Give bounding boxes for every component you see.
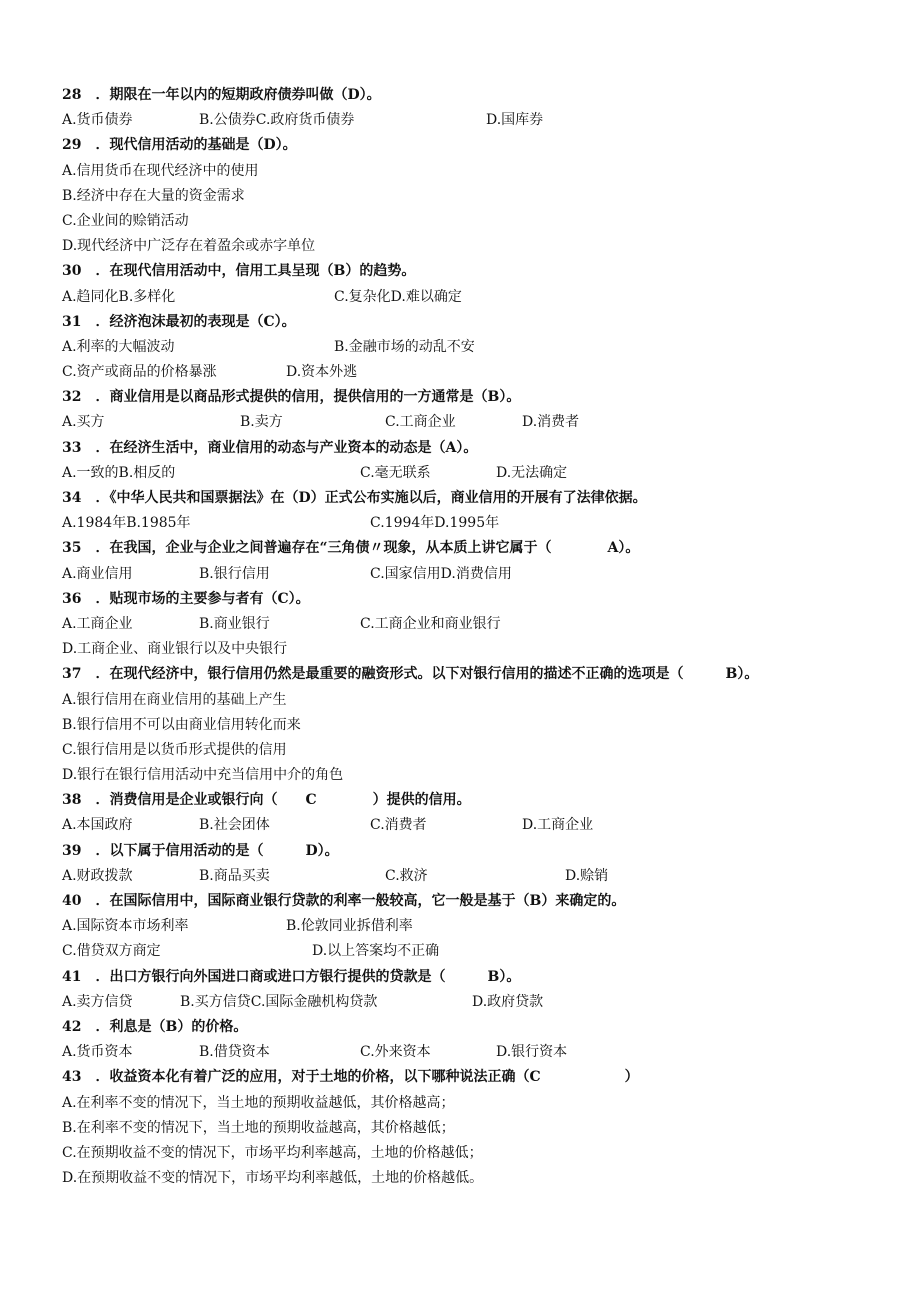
question-stem: 42 ．利息是（B）的价格。 [62,1018,248,1035]
option-text: A.商业信用 [62,565,133,582]
option-row [62,108,862,133]
option-text: B.经济中存在大量的资金需求 [62,187,245,204]
question-stem: 31 ．经济泡沫最初的表现是（C）。 [62,313,296,330]
option-row [62,864,862,889]
option-row [62,688,862,713]
option-text: B.借贷资本 [199,1044,270,1061]
option-row [62,713,862,738]
option-row [62,1116,862,1141]
option-text: B.伦敦同业拆借利率 [286,918,413,935]
question-stem: 28 ．期限在一年以内的短期政府债券叫做（D）。 [62,87,381,103]
option-row [62,285,862,310]
option-text: C.国家信用D.消费信用 [370,565,512,582]
option-text: D.无法确定 [496,464,568,481]
option-row [62,1166,862,1191]
option-text: B.买方信贷C.国际金融机构贷款 [180,993,378,1010]
option-text: B.在利率不变的情况下，当土地的预期收益越高，其价格越低； [62,1119,455,1136]
option-text: A.一致的B.相反的 [62,464,176,481]
option-text: A.买方 [62,414,105,431]
option-text: C.借贷双方商定 [62,943,161,960]
option-row [62,763,862,788]
option-text: C.银行信用是以货币形式提供的信用 [62,741,287,758]
question-stem: 40 ．在国际信用中，国际商业银行贷款的利率一般较高，它一般是基于（B）来确定的。 [62,893,626,909]
option-row [62,562,862,587]
option-text: C.复杂化D.难以确定 [334,288,462,305]
option-text: A.趋同化B.多样化 [62,288,176,305]
option-text: B.商品买卖 [199,867,270,884]
option-row [62,1141,862,1166]
question-stem: 30 ．在现代信用活动中，信用工具呈现（B）的趋势。 [62,263,416,280]
option-row [62,209,862,234]
option-row [62,990,862,1015]
exam-page [62,83,862,1191]
option-text: A.1984年B.1985年 [62,515,191,532]
option-row [62,1040,862,1065]
option-text: C.资产或商品的价格暴涨 [62,364,217,381]
option-text: D.消费者 [522,414,580,431]
option-text: C.企业间的赊销活动 [62,212,189,229]
question-stem: 29 ．现代信用活动的基础是（D）。 [62,137,297,154]
option-text: A.本国政府 [62,817,133,834]
question-stem: 37 ．在现代经济中，银行信用仍然是最重要的融资形式。以下对银行信用的描述不正确的选项是（ B）。 [62,666,759,683]
option-text: A.信用货币在现代经济中的使用 [62,162,259,179]
question-stem: 41 ．出口方银行向外国进口商或进口方银行提供的贷款是（ B）。 [62,968,521,985]
option-text: B.银行信用不可以由商业信用转化而来 [62,716,301,733]
option-row [62,234,862,259]
option-row [62,738,862,763]
option-row [62,335,862,360]
option-text: D.工商企业、商业银行以及中央银行 [62,641,288,658]
option-row [62,637,862,662]
option-row [62,461,862,486]
option-text: D.在预期收益不变的情况下，市场平均利率越低，土地的价格越低。 [62,1170,484,1187]
option-text: C.1994年D.1995年 [370,515,500,532]
option-text: A.货币资本 [62,1044,133,1061]
option-row [62,813,862,838]
option-text: B.银行信用 [199,565,270,582]
option-row [62,612,862,637]
option-text: D.银行在银行信用活动中充当信用中介的角色 [62,767,344,784]
question-stem: 32 ．商业信用是以商品形式提供的信用，提供信用的一方通常是（B）。 [62,389,521,406]
option-text: B.公债券C.政府货币债券 [199,112,355,129]
option-text: B.卖方 [240,414,283,431]
option-row [62,511,862,536]
option-row [62,939,862,964]
option-text: A.工商企业 [62,615,133,632]
option-text: C.工商企业和商业银行 [360,615,501,632]
question-stem: 35 ．在我国，企业与企业之间普遍存在“三角债〃现象，从本质上讲它属于（ A）。 [62,540,640,557]
option-text: A.银行信用在商业信用的基础上产生 [62,691,287,708]
question-stem: 34 ．《中华人民共和国票据法》在（D）正式公布实施以后，商业信用的开展有了法律依据。 [62,490,647,506]
option-text: D.政府贷款 [472,993,544,1010]
option-text: D.以上答案均不正确 [312,943,440,960]
option-text: C.在预期收益不变的情况下，市场平均利率越高，土地的价格越低； [62,1144,483,1161]
question-stem: 43 ．收益资本化有着广泛的应用，对于土地的价格，以下哪种说法正确（C ） [62,1069,639,1086]
option-text: A.国际资本市场利率 [62,918,189,935]
option-row [62,1091,862,1116]
option-text: D.资本外逃 [286,364,358,381]
option-text: D.工商企业 [522,817,594,834]
option-row [62,914,862,939]
option-text: D.国库券 [486,112,544,129]
option-row [62,410,862,435]
question-stem: 38 ．消费信用是企业或银行向（ C ）提供的信用。 [62,792,471,809]
option-text: C.救济 [385,867,428,884]
option-text: B.金融市场的动乱不安 [334,338,475,355]
option-row [62,159,862,184]
option-text: D.现代经济中广泛存在着盈余或赤字单位 [62,238,316,255]
option-text: C.毫无联系 [360,464,431,481]
option-text: A.财政拨款 [62,867,133,884]
option-text: C.外来资本 [360,1044,431,1061]
option-row [62,184,862,209]
option-row [62,360,862,385]
option-text: B.社会团体 [199,817,270,834]
option-text: A.卖方信贷 [62,993,133,1010]
option-text: B.商业银行 [199,615,270,632]
option-text: D.银行资本 [496,1044,568,1061]
option-text: C.工商企业 [385,414,456,431]
option-text: A.利率的大幅波动 [62,338,175,355]
option-text: D.赊销 [565,867,609,884]
question-stem: 33 ．在经济生活中，商业信用的动态与产业资本的动态是（A）。 [62,439,478,456]
option-text: A.在利率不变的情况下，当土地的预期收益越低，其价格越高； [62,1094,455,1111]
option-text: C.消费者 [370,817,427,834]
option-text: A.货币债券 [62,112,133,129]
question-stem: 36 ．贴现市场的主要参与者有（C）。 [62,590,310,607]
question-stem: 39 ．以下属于信用活动的是（ D）。 [62,842,339,859]
